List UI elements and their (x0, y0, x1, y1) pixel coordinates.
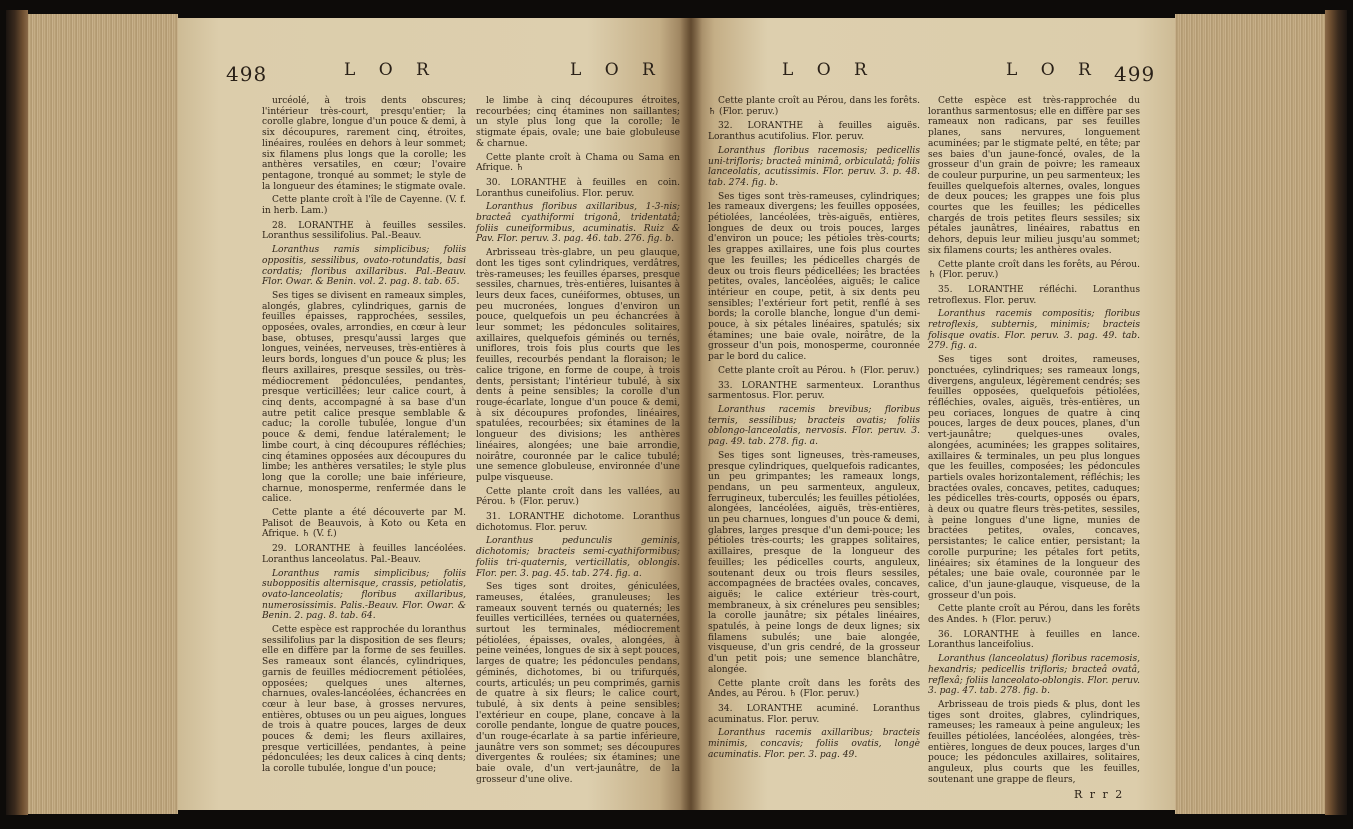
left-page-number: 498 (226, 62, 268, 86)
left-running-head-1: L O R (344, 60, 438, 80)
right-cover-edge (1325, 10, 1347, 815)
paragraph: Cette espèce est très-rapprochée du loranthus sarmentosus; elle en diffère par ses rameaux non radicans, par ses feuilles planes, sans nervures, longuement acuminées; par le stigmate pelté, en tête; par ses baies d'un jaune-foncé, ovales, de la grosseur d'un grain de poivre; les rameaux de couleur purpurine, un peu sarmenteux; les feuilles quelquefois alternes, ovales, longues de deux pouces; les grappes une fois plus courtes que les feuilles; les pédicelles chargés de trois petites fleurs sessiles; six pétales jaunâtres, linéaires, rabattus en dehors, depuis leur milieu jusqu'au sommet; six filamens courts; les anthères ovales. (928, 96, 1140, 256)
paragraph: Cette espèce est rapprochée du loranthus sessilifolius par la disposition de ses fleurs; elle en diffère par la forme de ses feuilles. Ses rameaux sont élancés, cylindriques, garnis de feuilles médiocrement pétiolées, opposées; quelques unes alternes, charnues, ovales-lancéolées, échancrées en cœur à leur base, à grosses nervures, entières, obtuses ou un peu aigues, longues de trois à quatre pouces, larges de deux pouces & demi; les fleurs axillaires, presque verticillées, pendantes, à peine pédonculées; les deux calices à cinq dents; la corolle tubulée, longue d'un pouce; (262, 625, 466, 775)
paragraph: Ses tiges se divisent en rameaux simples, alongés, glabres, cylindriques, garnis de feuilles épaisses, rapprochées, sessiles, opposées, ovales, arrondies, en cœur à leur base, obtuses, presqu'aussi larges que longues, veinées, nerveuses, très-entières à leurs bords, longues d'un pouce & plus; les fleurs axillaires, presque sessiles, ou très-médiocrement pédonculées, pendantes, presque verticillées; leur calice court, à cinq dents, accompagné à sa base d'un autre petit calice presque semblable & caduc; la corolle tubulée, longue d'un pouce & demi, fendue latéralement; le limbe court, à cinq découpures réfléchies; cinq étamines opposées aux découpures du limbe; les anthères versatiles; le style plus long que la corolle; une baie inférieure, charnue, monosperme, renfermée dans le calice. (262, 290, 466, 505)
paragraph: Loranthus pedunculis geminis, dichotomis; bracteis semi-cyathiformibus; foliis tri-quaternis, verticillatis, oblongis. Flor. per. 3. pag. 45. tab. 274. fig. a. (476, 536, 680, 579)
paragraph: Cette plante croît à Chama ou Sama en Afrique. ♄ (476, 152, 680, 174)
paragraph: 36. LORANTHE à feuilles en lance. Loranthus lanceifolius. (928, 629, 1140, 651)
paragraph: 35. LORANTHE réfléchi. Loranthus retroflexus. Flor. peruv. (928, 284, 1140, 306)
left-cover-edge (6, 10, 28, 815)
left-page-edges (28, 14, 178, 814)
paragraph: Loranthus racemis compositis; floribus retroflexis, subternis, minimis; bracteis folisque ovatis. Flor. peruv. 3. pag. 49. tab. 279. fig. a. (928, 309, 1140, 352)
paragraph: 34. LORANTHE acuminé. Loranthus acuminatus. Flor. peruv. (708, 703, 920, 725)
paragraph: Cette plante croît au Pérou. ♄ (Flor. peruv.) (718, 365, 920, 376)
paragraph: 28. LORANTHE à feuilles sessiles. Loranthus sessilifolius. Pal.-Beauv. (262, 220, 466, 242)
paragraph: urcéolé, à trois dents obscures; l'intérieur très-court, presqu'entier; la corolle glabre, longue d'un pouce & demi, à six découpures, rarement cinq, étroites, linéaires, roulées en dehors à leur sommet; six filamens plus longs que la corolle; les anthères versatiles, en cœur; l'ovaire pentagone, tronqué au sommet; le style de la longueur des étamines; le stigmate ovale. (262, 96, 466, 192)
paragraph: 33. LORANTHE sarmenteux. Loranthus sarmentosus. Flor. peruv. (708, 380, 920, 402)
paragraph: Ses tiges sont très-rameuses, cylindriques; les rameaux divergens; les feuilles opposées, pétiolées, lancéolées, très-aiguës, entières, longues de deux ou trois pouces, larges d'environ un pouce; les pétioles très-courts; les grappes axillaires, une fois plus courtes que les feuilles; les pédicelles chargés de deux ou trois fleurs pédicellées; les bractées petites, ovales, lancéolées, aiguës; le calice intérieur en coupe, petit, à six dents peu sensibles; l'extérieur fort petit, renflé à ses bords; la corolle blanche, longue d'un demi-pouce, à six pétales linéaires, spatulés; six étamines; une baie ovale, noirâtre, de la grosseur d'un pois, monosperme, couronnée par le bord du calice. (708, 191, 920, 363)
paragraph: 30. LORANTHE à feuilles en coin. Loranthus cuneifolius. Flor. peruv. (476, 177, 680, 199)
book-gutter (680, 18, 702, 810)
paragraph: Loranthus ramis simplicibus; foliis oppositis, sessilibus, ovato-rotundatis, basi cordatis; floribus axillaribus. Pal.-Beauv. Flor. Owar. & Benin. vol. 2. pag. 8. tab. 65. (262, 245, 466, 288)
paragraph: Loranthus racemis brevibus; floribus ternis, sessilibus; bracteis ovatis; foliis oblongo-lanceolatis, nervosis. Flor. peruv. 3. pag. 49. tab. 278. fig. a. (708, 404, 920, 448)
paragraph: Cette plante croît dans les forêts des Andes, au Pérou. ♄ (Flor. peruv.) (708, 678, 920, 700)
paragraph: Cette plante croît au Pérou, dans les forêts des Andes. ♄ (Flor. peruv.) (928, 604, 1140, 626)
paragraph: Loranthus (lanceolatus) floribus racemosis, hexandris; pedicellis trifloris; bracteâ ovatâ, reflexâ; foliis lanceolato-oblongis. Flor. peruv. 3. pag. 47. tab. 278. fig. b. (928, 654, 1140, 697)
paragraph: Cette plante croît au Pérou, dans les forêts. ♄ (Flor. peruv.) (708, 96, 920, 117)
left-running-head-2: L O R (570, 60, 664, 80)
paragraph: Ses tiges sont droites, géniculées, rameuses, étalées, granuleuses; les rameaux souvent ternés ou quaternés; les feuilles verticillées, ternées ou quaternées, surtout les terminales, médiocrement pétiolées, épaisses, ovales, alongées, à peine veinées, longues de six à sept pouces, larges de quatre; les pédoncules pendans, géminés, dichotomes, bi ou trifurqués, courts, articulés; un peu comprimés, garnis de quatre à six fleurs; le calice court, tubulé, à six dents à peine sensibles; l'extérieur en coupe, plane, concave à la corolle pendante, longue de quatre pouces, d'un rouge-écarlate à sa partie inférieure, jaunâtre vers son sommet; ses découpures divergentes & roulées; six étamines; une baie ovale, d'un vert-jaunâtre, de la grosseur d'une olive. (476, 582, 680, 785)
paragraph: Loranthus floribus axillaribus, 1-3-nis; bracteâ cyathiformi trigonâ, tridentatâ; foliis cuneiformibus, acuminatis. Ruiz & Pav. Flor. peruv. 3. pag. 46. tab. 276. fig. b. (476, 202, 680, 245)
signature-mark: R r r 2 (1074, 788, 1125, 801)
right-page-number: 499 (1114, 62, 1156, 86)
paragraph: Loranthus ramis simplicibus; foliis suboppositis alternisque, crassis, petiolatis, ovato-lanceolatis; floribus axillaribus, numerosissimis. Palis.-Beauv. Flor. Owar. & Benin. 2. pag. 8. tab. 64. (262, 568, 466, 622)
right-page-edges (1175, 14, 1325, 814)
right-column-1 (708, 96, 920, 763)
paragraph: Arbrisseau de trois pieds & plus, dont les tiges sont droites, glabres, cylindriques, rameuses; les rameaux à peine anguleux; les feuilles pétiolées, lancéolées, alongées, très-entières, longues de deux pouces, larges d'un pouce; les pédoncules axillaires, solitaires, anguleux, plus courts que les feuilles, soutenant une grappe de fleurs, (928, 699, 1140, 785)
paragraph: Loranthus floribus racemosis; pedicellis uni-trifloris; bracteâ minimâ, orbiculatâ; foliis lanceolatis, acutissimis. Flor. peruv. 3. p. 48. tab. 274. fig. b. (708, 145, 920, 188)
paragraph: Ses tiges sont droites, rameuses, ponctuées, cylindriques; ses rameaux longs, divergens, anguleux, légèrement cendrés; ses feuilles opposées, quelquefois pétiolées, réfléchies, ovales, aiguës, très-entières, un peu coriaces, longues de quatre à cinq pouces, larges de deux pouces, planes, d'un vert-jaunâtre; quelques-unes ovales, alongées, acuminées; les grappes solitaires, axillaires & terminales, un peu plus longues que les feuilles, composées; les pédoncules partiels ovales horizontalement, réfléchis; les bractées ovales, concaves, petites, caduques; les pédicelles très-courts, opposés ou épars, à deux ou quatre fleurs très-petites, sessiles, à peine longues d'une ligne, munies de bractées petites, ovales, concaves, persistantes; le calice entier, persistant; la corolle purpurine; les pétales fort petits, linéaires; six étamines de la longueur des pétales; une baie ovale, couronnée par le calice, d'un jaune-glauque, visqueuse, de la grosseur d'un pois. (928, 355, 1140, 601)
paragraph: Cette plante a été découverte par M. Palisot de Beauvois, à Koto ou Keta en Afrique. ♄ (V. f.) (262, 508, 466, 540)
paragraph: Cette plante croît dans les forêts, au Pérou. ♄ (Flor. peruv.) (928, 259, 1140, 281)
paragraph: Cette plante croît à l'île de Cayenne. (V. f. in herb. Lam.) (262, 195, 466, 217)
left-column-1 (262, 96, 466, 778)
paragraph: Arbrisseau très-glabre, un peu glauque, dont les tiges sont cylindriques, verdâtres, très-rameuses; les feuilles éparses, presque sessiles, charnues, très-entières, luisantes à leurs deux faces, cunéiformes, obtuses, un peu mucronées, longues d'environ un pouce, quelquefois un peu échancrées à leur sommet; les pédoncules solitaires, axillaires, quelquefois géminés ou ternés, uniflores, trois fois plus courts que les feuilles, recourbés pendant la floraison; le calice trigone, en forme de coupe, à trois dents, persistant; l'intérieur tubulé, à six dents à peine sensibles; la corolle d'un rouge-écarlate, longue d'un pouce & demi, à six découpures profondes, linéaires, spatulées, recourbées; six étamines de la longueur des divisions; les anthères linéaires, alongées; une baie arrondie, noirâtre, couronnée par le calice tubulé; une semence globuleuse, environnée d'une pulpe visqueuse. (476, 248, 680, 483)
paragraph: Cette plante croît dans les vallées, au Pérou. ♄ (Flor. peruv.) (476, 486, 680, 508)
right-running-head-2: L O R (1006, 60, 1100, 80)
left-column-2 (476, 96, 680, 789)
left-page (178, 18, 690, 810)
paragraph: le limbe à cinq découpures étroites, recourbées; cinq étamines non saillantes; un style plus long que la corolle; le stigmate épais, ovale; une baie globuleuse & charnue. (476, 96, 680, 149)
paragraph: 31. LORANTHE dichotome. Loranthus dichotomus. Flor. peruv. (476, 512, 680, 533)
paragraph: Ses tiges sont ligneuses, très-rameuses, presque cylindriques, quelquefois radicantes, un peu grimpantes; les rameaux longs, pendans, un peu sarmenteux, anguleux, ferrugineux, tuberculés; les feuilles pétiolées, alongées, lancéolées, aiguës, très-entières, un peu charnues, longues d'un pouce & demi, glabres, larges presque d'un demi-pouce; les pétioles très-courts; les grappes solitaires, axillaires, presque de la longueur des feuilles; les pédicelles courts, anguleux, soutenant deux ou trois fleurs sessiles, accompagnées de bractées ovales, concaves, aiguës; le calice extérieur très-court, membraneux, à six crénelures peu sensibles; la corolle jaunâtre; six pétales linéaires, spatulés, à peine longs de deux lignes; six filamens subulés; une baie alongée, visqueuse, d'un gris cendré, de la grosseur d'un petit pois; une semence blanchâtre, alongée. (708, 450, 920, 675)
right-column-2 (928, 96, 1140, 789)
right-running-head-1: L O R (782, 60, 876, 80)
paragraph: Loranthus racemis axillaribus; bracteis minimis, concavis; foliis ovatis, longè acuminatis. Flor. per. 3. pag. 49. (708, 728, 920, 760)
right-page (690, 18, 1175, 810)
paragraph: 32. LORANTHE à feuilles aiguës. Loranthus acutifolius. Flor. peruv. (708, 121, 920, 143)
paragraph: 29. LORANTHE à feuilles lancéolées. Loranthus lanceolatus. Pal.-Beauv. (262, 544, 466, 565)
